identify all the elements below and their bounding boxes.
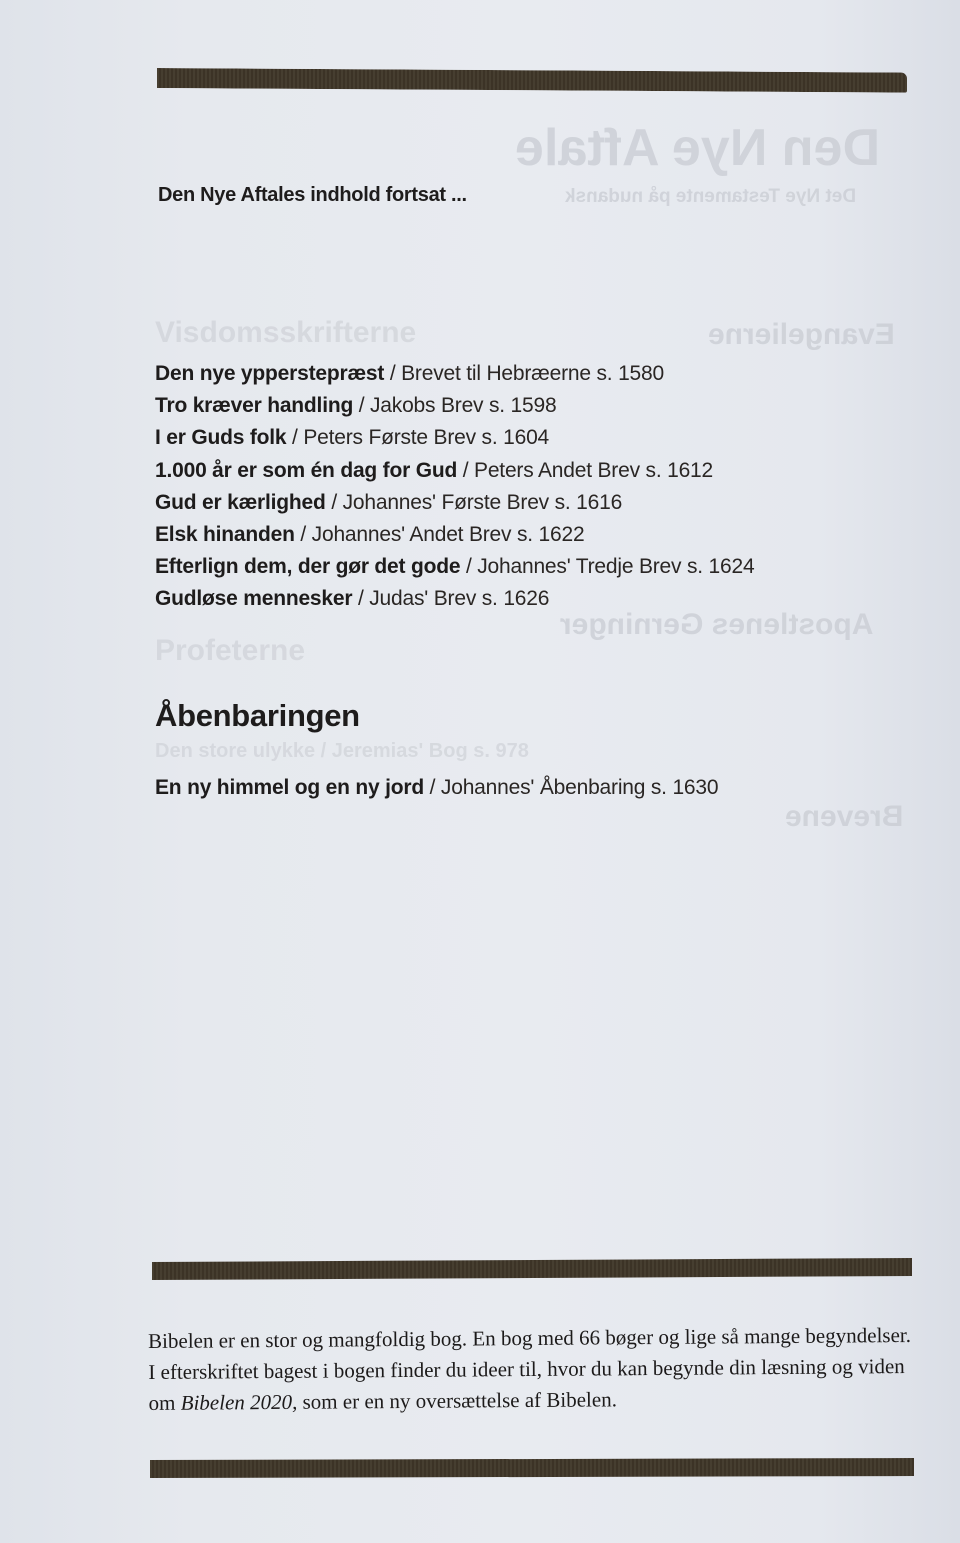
bleed-heading-evangelierne: Evangelierne xyxy=(708,318,895,351)
paragraph-text-end: som er en ny oversættelse af Bibelen. xyxy=(297,1387,618,1414)
toc-entry-ref: / Peters Første Brev s. 1604 xyxy=(292,426,550,450)
paragraph-text: Bibelen er en stor og mangfoldig bog. En bog med 66 bøger og lige så mange begyndelser. I efterskriftet bagest i bogen finder du ideer til, hvor du kan begynde din læsning og viden om xyxy=(148,1323,912,1415)
section-heading: Åbenbaringen xyxy=(155,698,360,733)
toc-entry xyxy=(155,519,754,551)
bleed-heading-profeterne: Profeterne xyxy=(155,634,306,667)
toc-entry xyxy=(155,551,754,583)
toc-entry-title: En ny himmel og en ny jord xyxy=(155,776,424,799)
top-decorative-bar xyxy=(157,68,907,93)
toc-entry xyxy=(155,390,754,422)
toc-entry xyxy=(155,422,754,454)
toc-entry-ref: / Johannes' Første Brev s. 1616 xyxy=(331,490,623,514)
toc-entry-ref: / Johannes' Åbenbaring s. 1630 xyxy=(429,776,719,799)
toc-entry-ref: / Jakobs Brev s. 1598 xyxy=(358,394,557,418)
toc-entry-ref: / Johannes' Andet Brev s. 1622 xyxy=(300,523,585,547)
middle-decorative-bar xyxy=(152,1258,912,1280)
toc-entry xyxy=(155,455,754,487)
toc-entry-title: 1.000 år er som én dag for Gud xyxy=(155,458,458,482)
toc-entry-title: Tro kræver handling xyxy=(155,394,354,418)
toc-entry-title: Efterlign dem, der gør det gode xyxy=(155,555,461,579)
bleed-title: Den Nye Aftale xyxy=(515,119,881,177)
bleed-subtitle: Det Nye Testamente på nudansk xyxy=(565,186,857,207)
toc-entry-title: Den nye ypperstepræst xyxy=(155,362,385,385)
toc-entry xyxy=(155,772,718,804)
toc-entry xyxy=(155,487,754,519)
book-title-italic: Bibelen 2020, xyxy=(180,1389,298,1415)
bleed-line: Den store ulykke / Jeremias' Bog s. 978 xyxy=(155,740,529,762)
toc-entry-ref: / Peters Andet Brev s. 1612 xyxy=(462,458,714,482)
toc-entry-ref: / Judas' Brev s. 1626 xyxy=(357,587,550,611)
toc-entry-ref: / Johannes' Tredje Brev s. 1624 xyxy=(465,555,755,579)
toc-entry-title: Elsk hinanden xyxy=(155,523,295,547)
toc-entry-title: Gud er kærlighed xyxy=(155,490,326,514)
toc-entry xyxy=(155,358,754,390)
toc-list xyxy=(155,358,754,616)
bleed-heading-brevene: Brevene xyxy=(785,800,904,833)
bleed-heading-apostlenes: Apostlenes Gerninger xyxy=(560,608,874,641)
toc-entry xyxy=(155,583,754,615)
intro-paragraph xyxy=(148,1320,919,1419)
toc-entry-ref: / Brevet til Hebræerne s. 1580 xyxy=(389,362,664,385)
toc-entry-title: I er Guds folk xyxy=(155,426,287,450)
toc-entry-title: Gudløse mennesker xyxy=(155,587,353,611)
bottom-decorative-bar xyxy=(150,1458,914,1478)
section-toc-list xyxy=(155,772,718,804)
continued-heading: Den Nye Aftales indhold fortsat ... xyxy=(158,184,467,206)
bleed-heading-visdom: Visdomsskrifterne xyxy=(155,316,417,349)
